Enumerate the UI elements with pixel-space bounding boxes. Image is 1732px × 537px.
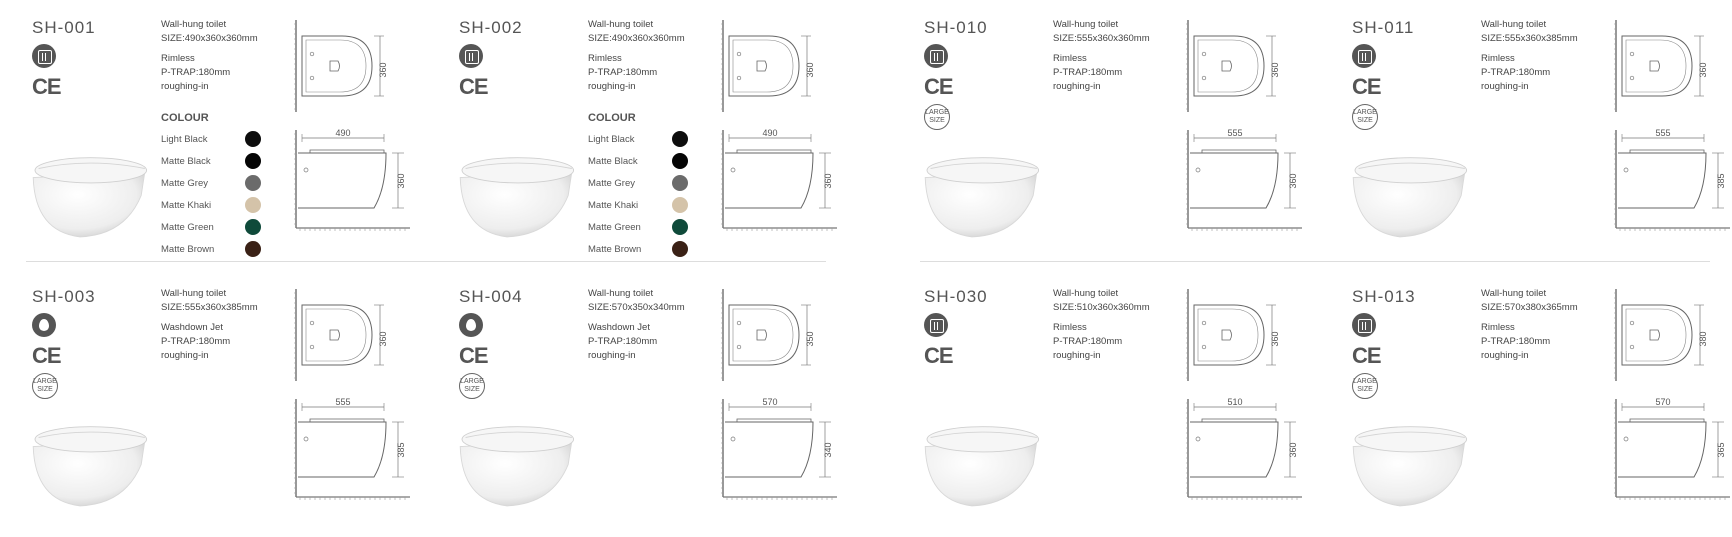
roughing-in: roughing-in (1053, 350, 1101, 361)
height-dimension: 360 (1288, 173, 1298, 189)
length-dimension: 570 (762, 397, 778, 407)
plan-view-drawing (294, 18, 390, 114)
washdown-icon (32, 313, 56, 337)
badge-column (459, 313, 493, 399)
side-drawing (1186, 128, 1304, 239)
large-size-badge (1352, 373, 1378, 399)
trap-spec: P-TRAP:180mm (588, 336, 658, 347)
colour-name: Matte Green (161, 221, 214, 233)
plan-view-drawing (294, 287, 390, 383)
plan-view-drawing (721, 287, 817, 383)
product-type: Wall-hung toilet (588, 19, 654, 30)
washdown-icon (459, 313, 483, 337)
side-view-drawing (721, 397, 839, 503)
flush-type: Washdown Jet (161, 322, 223, 333)
badge-column (1352, 44, 1386, 130)
product-code: SH-002 (459, 18, 523, 37)
colour-name: Matte Khaki (161, 199, 212, 211)
colour-name: Matte Grey (588, 177, 635, 189)
roughing-in: roughing-in (161, 81, 209, 92)
colour-name: Matte Grey (161, 177, 208, 189)
large-size-label: LARGE (1353, 109, 1377, 116)
roughing-in: roughing-in (1053, 81, 1101, 92)
section-divider (26, 261, 826, 262)
product-card (453, 287, 873, 537)
product-photo (1346, 405, 1472, 520)
side-view-drawing (294, 397, 412, 503)
colour-swatch (245, 219, 261, 235)
product-card (26, 18, 446, 268)
plan-drawing (294, 18, 390, 119)
toilet-photo (918, 136, 1044, 246)
large-size-label: SIZE (1357, 386, 1373, 393)
trap-spec: P-TRAP:180mm (161, 67, 231, 78)
product-size: SIZE:555x360x360mm (1053, 33, 1150, 44)
side-view-drawing (1186, 397, 1304, 503)
product-code: SH-011 (1352, 18, 1415, 37)
colour-name: Light Black (588, 133, 635, 145)
colour-swatch (672, 197, 688, 213)
colour-palette (161, 112, 257, 260)
ce-mark: CE (32, 343, 61, 368)
product-type: Wall-hung toilet (1053, 19, 1119, 30)
badge-column (924, 313, 958, 373)
colour-swatch (245, 197, 261, 213)
product-photo (453, 405, 579, 520)
spec-block (1053, 18, 1150, 94)
plan-dimension: 350 (805, 331, 815, 347)
flush-type: Rimless (1053, 53, 1087, 64)
colour-option (588, 216, 684, 238)
colour-palette (588, 112, 684, 260)
roughing-in: roughing-in (588, 350, 636, 361)
product-photo (453, 136, 579, 251)
spec-block (588, 18, 685, 94)
product-code: SH-030 (924, 287, 988, 306)
side-drawing (1186, 397, 1304, 508)
colour-swatch (245, 241, 261, 257)
length-dimension: 490 (335, 128, 351, 138)
plan-view-drawing (1186, 287, 1282, 383)
side-drawing (1614, 397, 1732, 508)
trap-spec: P-TRAP:180mm (1053, 67, 1123, 78)
roughing-in: roughing-in (588, 81, 636, 92)
flush-type: Rimless (1481, 322, 1515, 333)
large-size-label: SIZE (1357, 117, 1373, 124)
length-dimension: 570 (1655, 397, 1671, 407)
colour-option (588, 194, 684, 216)
plan-view-drawing (1186, 18, 1282, 114)
colour-name: Matte Black (161, 155, 211, 167)
product-size: SIZE:570x380x365mm (1481, 302, 1578, 313)
product-code: SH-010 (924, 18, 988, 37)
product-code: SH-004 (459, 287, 523, 306)
badge-column (1352, 313, 1386, 399)
plan-drawing (1186, 18, 1282, 119)
product-size: SIZE:510x360x360mm (1053, 302, 1150, 313)
side-view-drawing (294, 128, 412, 234)
side-drawing (294, 397, 412, 508)
height-dimension: 340 (823, 442, 833, 458)
spec-block (1053, 287, 1150, 363)
colour-name: Matte Brown (588, 243, 642, 255)
spec-block (1481, 18, 1578, 94)
large-size-label: LARGE (33, 378, 57, 385)
product-size: SIZE:555x360x385mm (161, 302, 258, 313)
colour-option (161, 216, 257, 238)
plan-drawing (294, 287, 390, 388)
colour-option (161, 194, 257, 216)
toilet-photo (26, 136, 152, 246)
spec-block (588, 287, 685, 363)
roughing-in: roughing-in (1481, 350, 1529, 361)
toilet-photo (26, 405, 152, 515)
height-dimension: 360 (1288, 442, 1298, 458)
product-type: Wall-hung toilet (161, 288, 227, 299)
colour-swatch (245, 153, 261, 169)
large-size-label: SIZE (464, 386, 480, 393)
trap-spec: P-TRAP:180mm (161, 336, 231, 347)
colour-name: Matte Brown (161, 243, 215, 255)
plan-dimension: 360 (1270, 62, 1280, 78)
colour-name: Light Black (161, 133, 208, 145)
badge-column (32, 44, 66, 104)
rimless-icon (1352, 313, 1376, 337)
large-size-badge (459, 373, 485, 399)
flush-type: Washdown Jet (588, 322, 650, 333)
side-view-drawing (721, 128, 839, 234)
plan-dimension: 360 (378, 62, 388, 78)
toilet-photo (453, 136, 579, 246)
product-size: SIZE:490x360x360mm (161, 33, 258, 44)
plan-view-drawing (1614, 18, 1710, 114)
product-type: Wall-hung toilet (1053, 288, 1119, 299)
plan-view-drawing (721, 18, 817, 114)
product-photo (1346, 136, 1472, 251)
colour-swatch (672, 153, 688, 169)
plan-dimension: 360 (805, 62, 815, 78)
toilet-photo (1346, 136, 1472, 246)
large-size-label: LARGE (460, 378, 484, 385)
toilet-photo (918, 405, 1044, 515)
colour-option (161, 128, 257, 150)
product-card (918, 287, 1338, 537)
trap-spec: P-TRAP:180mm (1481, 336, 1551, 347)
product-type: Wall-hung toilet (161, 19, 227, 30)
product-card (918, 18, 1338, 268)
length-dimension: 510 (1227, 397, 1243, 407)
ce-mark: CE (1352, 343, 1381, 368)
plan-dimension: 360 (1270, 331, 1280, 347)
colour-swatch (245, 175, 261, 191)
product-size: SIZE:490x360x360mm (588, 33, 685, 44)
plan-dimension: 360 (378, 331, 388, 347)
large-size-label: SIZE (37, 386, 53, 393)
product-photo (26, 136, 152, 251)
ce-mark: CE (459, 343, 488, 368)
colour-title: COLOUR (161, 112, 209, 124)
height-dimension: 360 (396, 173, 406, 189)
product-type: Wall-hung toilet (1481, 19, 1547, 30)
product-size: SIZE:570x350x340mm (588, 302, 685, 313)
spec-block (161, 287, 258, 363)
plan-drawing (1186, 287, 1282, 388)
trap-spec: P-TRAP:180mm (1053, 336, 1123, 347)
rimless-icon (32, 44, 56, 68)
product-type: Wall-hung toilet (1481, 288, 1547, 299)
ce-mark: CE (1352, 74, 1381, 99)
colour-swatch (672, 219, 688, 235)
trap-spec: P-TRAP:180mm (588, 67, 658, 78)
colour-option (161, 172, 257, 194)
trap-spec: P-TRAP:180mm (1481, 67, 1551, 78)
height-dimension: 365 (1716, 442, 1726, 458)
flush-type: Rimless (1481, 53, 1515, 64)
product-type: Wall-hung toilet (588, 288, 654, 299)
side-drawing (721, 128, 839, 239)
length-dimension: 555 (1655, 128, 1671, 138)
ce-mark: CE (924, 343, 953, 368)
large-size-label: LARGE (1353, 378, 1377, 385)
plan-drawing (1614, 18, 1710, 119)
colour-title: COLOUR (588, 112, 636, 124)
product-code: SH-001 (32, 18, 96, 37)
badge-column (459, 44, 493, 104)
colour-swatch (672, 131, 688, 147)
colour-name: Matte Black (588, 155, 638, 167)
rimless-icon (924, 313, 948, 337)
section-divider (920, 261, 1710, 262)
ce-mark: CE (924, 74, 953, 99)
product-photo (918, 405, 1044, 520)
product-photo (26, 405, 152, 520)
plan-drawing (721, 18, 817, 119)
product-code: SH-003 (32, 287, 96, 306)
spec-block (1481, 287, 1578, 363)
badge-column (924, 44, 958, 130)
flush-type: Rimless (1053, 322, 1087, 333)
product-photo (918, 136, 1044, 251)
spec-block (161, 18, 258, 94)
colour-option (161, 238, 257, 260)
side-view-drawing (1186, 128, 1304, 234)
length-dimension: 490 (762, 128, 778, 138)
rimless-icon (1352, 44, 1376, 68)
large-size-badge (32, 373, 58, 399)
large-size-badge (924, 104, 950, 130)
length-dimension: 555 (1227, 128, 1243, 138)
colour-option (161, 150, 257, 172)
roughing-in: roughing-in (1481, 81, 1529, 92)
colour-option (588, 128, 684, 150)
colour-option (588, 150, 684, 172)
ce-mark: CE (32, 74, 61, 99)
product-size: SIZE:555x360x385mm (1481, 33, 1578, 44)
side-drawing (721, 397, 839, 508)
plan-drawing (1614, 287, 1710, 388)
height-dimension: 360 (823, 173, 833, 189)
product-card (1346, 18, 1732, 268)
height-dimension: 385 (396, 442, 406, 458)
plan-dimension: 380 (1698, 331, 1708, 347)
colour-swatch (245, 131, 261, 147)
length-dimension: 555 (335, 397, 351, 407)
colour-option (588, 238, 684, 260)
side-view-drawing (1614, 397, 1732, 503)
product-code: SH-013 (1352, 287, 1416, 306)
rimless-icon (459, 44, 483, 68)
side-view-drawing (1614, 128, 1732, 234)
plan-view-drawing (1614, 287, 1710, 383)
ce-mark: CE (459, 74, 488, 99)
flush-type: Rimless (588, 53, 622, 64)
plan-drawing (721, 287, 817, 388)
flush-type: Rimless (161, 53, 195, 64)
colour-swatch (672, 241, 688, 257)
height-dimension: 385 (1716, 173, 1726, 189)
colour-swatch (672, 175, 688, 191)
side-drawing (294, 128, 412, 239)
product-card (1346, 287, 1732, 537)
product-card (453, 18, 873, 268)
rimless-icon (924, 44, 948, 68)
badge-column (32, 313, 66, 399)
toilet-photo (1346, 405, 1472, 515)
large-size-label: SIZE (929, 117, 945, 124)
colour-name: Matte Green (588, 221, 641, 233)
colour-name: Matte Khaki (588, 199, 639, 211)
toilet-photo (453, 405, 579, 515)
side-drawing (1614, 128, 1732, 239)
large-size-badge (1352, 104, 1378, 130)
roughing-in: roughing-in (161, 350, 209, 361)
colour-option (588, 172, 684, 194)
large-size-label: LARGE (925, 109, 949, 116)
plan-dimension: 360 (1698, 62, 1708, 78)
product-card (26, 287, 446, 537)
